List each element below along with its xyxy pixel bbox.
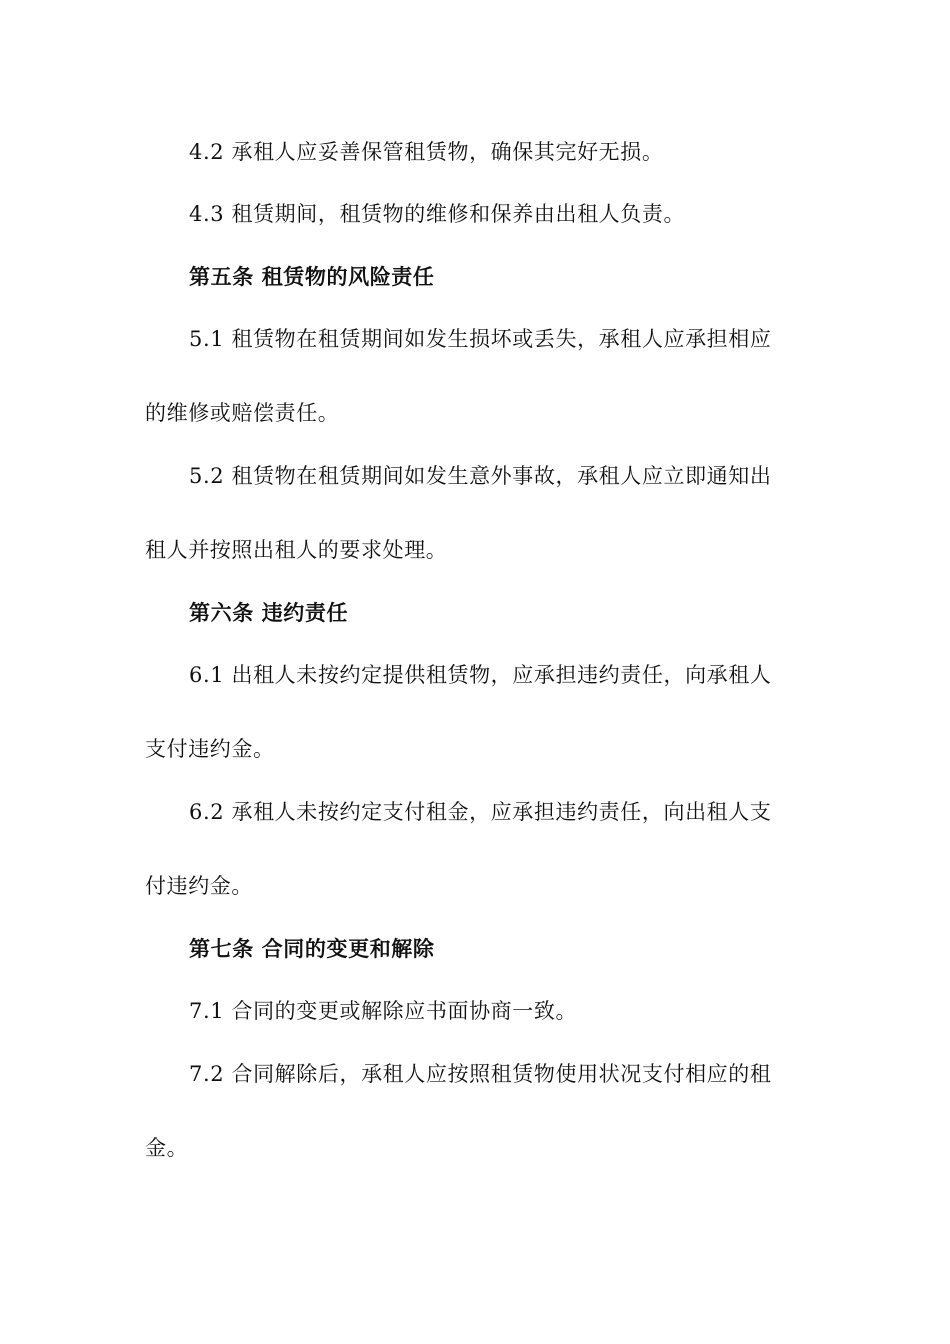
clause-5-1: 5.1 租赁物在租赁期间如发生损坏或丢失，承租人应承担相应 [189,327,772,351]
clause-6-2-continued: 付违约金。 [145,874,253,898]
clause-7-2: 7.2 合同解除后，承租人应按照租赁物使用状况支付相应的租 [189,1062,772,1086]
clause-7-2-continued: 金。 [145,1136,189,1160]
section-heading-5: 第五条 租赁物的风险责任 [189,264,435,289]
section-heading-6: 第六条 违约责任 [189,600,349,625]
clause-5-2-continued: 租人并按照出租人的要求处理。 [145,538,448,562]
clause-4-2: 4.2 承租人应妥善保管租赁物，确保其完好无损。 [189,140,664,164]
clause-6-2: 6.2 承租人未按约定支付租金，应承担违约责任，向出租人支 [189,800,772,824]
clause-7-1: 7.1 合同的变更或解除应书面协商一致。 [189,999,578,1023]
clause-5-1-continued: 的维修或赔偿责任。 [145,401,340,425]
clause-6-1-continued: 支付违约金。 [145,737,275,761]
clause-6-1: 6.1 出租人未按约定提供租赁物，应承担违约责任，向承租人 [189,663,772,687]
section-heading-7: 第七条 合同的变更和解除 [189,936,435,961]
clause-5-2: 5.2 租赁物在租赁期间如发生意外事故，承租人应立即通知出 [189,464,772,488]
clause-4-3: 4.3 租赁期间，租赁物的维修和保养由出租人负责。 [189,202,686,226]
